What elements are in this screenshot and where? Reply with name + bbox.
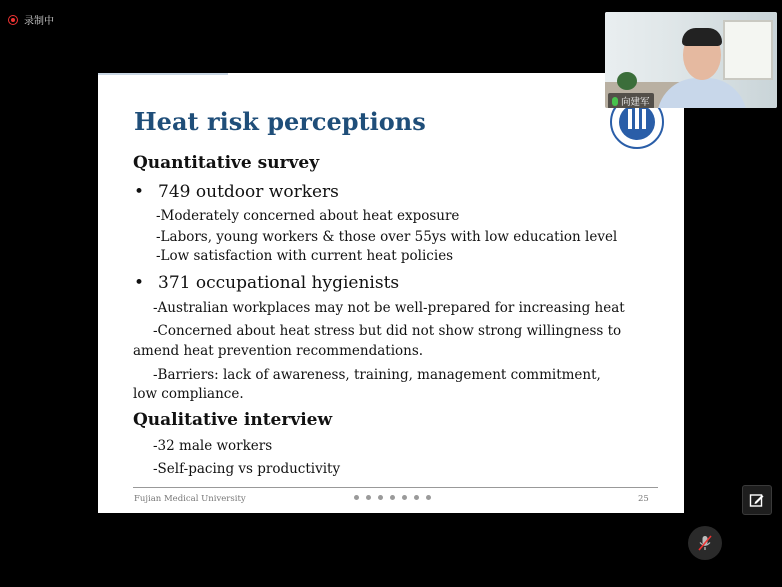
slide-title: Heat risk perceptions: [134, 107, 426, 136]
participant-name: 向建军: [621, 97, 650, 108]
annotate-button[interactable]: [742, 485, 772, 515]
participant-hair: [682, 28, 722, 46]
bullet-text: 371 occupational hygienists: [158, 273, 400, 293]
record-icon: [8, 15, 18, 25]
footer-divider: [133, 487, 658, 488]
nav-dot: [354, 495, 359, 500]
bullet-line: -Labors, young workers & those over 55ys with low education level: [156, 229, 618, 245]
mic-muted-icon: [696, 534, 714, 552]
bullet-outdoor-workers: [134, 182, 339, 202]
bullet-glyph: •: [134, 273, 145, 293]
bullet-text: 749 outdoor workers: [158, 182, 339, 202]
bullet-occupational-hygienists: [134, 273, 399, 293]
nav-dot: [414, 495, 419, 500]
slide-top-line: [98, 73, 228, 75]
video-plant: [617, 72, 637, 90]
nav-dot: [366, 495, 371, 500]
mute-mic-button[interactable]: [688, 526, 722, 560]
shared-slide: [98, 73, 684, 513]
bullet-line: -Low satisfaction with current heat policies: [156, 248, 454, 264]
bullet-glyph: •: [134, 182, 145, 202]
nav-dot: [426, 495, 431, 500]
participant-video-tile[interactable]: [605, 12, 777, 108]
nav-dot: [378, 495, 383, 500]
slide-nav-dots: [354, 495, 431, 500]
section-heading-qualitative: Qualitative interview: [133, 410, 333, 430]
bullet-line: amend heat prevention recommendations.: [133, 343, 424, 359]
participant-name-tag: [608, 93, 654, 108]
bullet-line: -32 male workers: [153, 438, 273, 454]
slide-page-number: 25: [638, 494, 649, 504]
bullet-line: -Australian workplaces may not be well-prepared for increasing heat: [153, 300, 625, 316]
bullet-line: -Self-pacing vs productivity: [153, 461, 341, 477]
bullet-line: -Concerned about heat stress but did not show strong willingness to: [153, 323, 622, 339]
video-window: [723, 20, 773, 80]
bullet-line: -Barriers: lack of awareness, training, management commitment,: [153, 367, 601, 383]
bullet-line: -Moderately concerned about heat exposure: [156, 208, 460, 224]
edit-icon: [749, 492, 765, 508]
nav-dot: [390, 495, 395, 500]
section-heading-quantitative: Quantitative survey: [133, 153, 320, 173]
mic-active-icon: [612, 97, 618, 106]
nav-dot: [402, 495, 407, 500]
bullet-line: low compliance.: [133, 386, 244, 402]
recording-label: 录制中: [24, 16, 54, 27]
recording-indicator: [8, 12, 54, 27]
slide-footer-text: Fujian Medical University: [134, 494, 246, 504]
